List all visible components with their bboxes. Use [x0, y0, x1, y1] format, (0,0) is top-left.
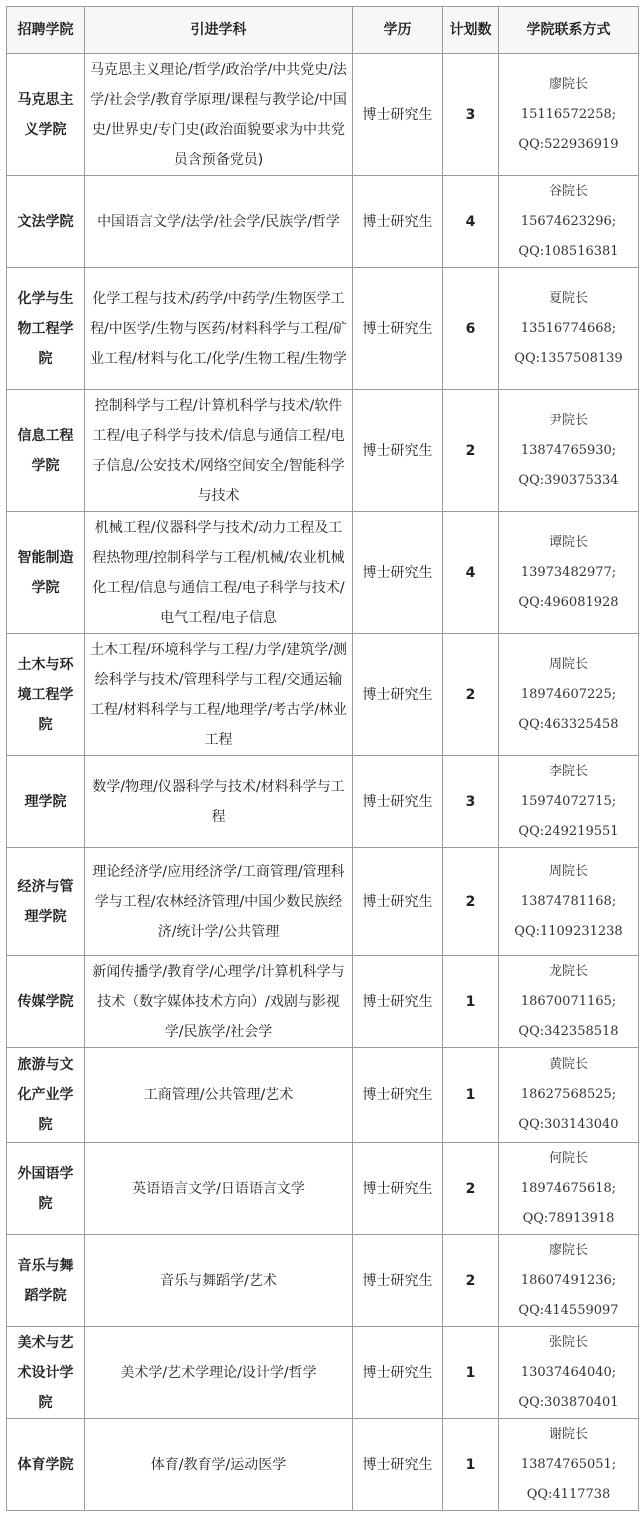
- table-row: [7, 512, 639, 634]
- contact-cell: [499, 1327, 639, 1419]
- table-row: [7, 1419, 639, 1511]
- degree-cell: 博士研究生: [353, 176, 443, 268]
- contact-cell: [499, 390, 639, 512]
- contact-name: 周院长: [548, 656, 588, 672]
- contact-phone: 13037464040;: [520, 1364, 617, 1380]
- contact-name: 谷院长: [548, 183, 588, 199]
- contact-name: 夏院长: [548, 290, 588, 306]
- college-cell: 旅游与文化产业学院: [7, 1048, 85, 1143]
- contact-name: 黄院长: [548, 1057, 588, 1072]
- contact-cell: [499, 1048, 639, 1143]
- contact-qq: QQ:78913918: [522, 1210, 615, 1226]
- table-row: [7, 1235, 639, 1327]
- college-cell: 信息工程学院: [7, 390, 85, 512]
- subjects-cell: 控制科学与工程/计算机科学与技术/软件工程/电子科学与技术/信息与通信工程/电子信息/公安技术/网络空间安全/智能科学与技术: [85, 390, 353, 512]
- degree-cell: 博士研究生: [353, 1235, 443, 1327]
- contact-qq: QQ:496081928: [518, 594, 619, 610]
- subjects-cell: 机械工程/仪器科学与技术/动力工程及工程热物理/控制科学与工程/机械/农业机械化工程/信息与通信工程/电子科学与技术/电气工程/电子信息: [85, 512, 353, 634]
- subjects-cell: 马克思主义理论/哲学/政治学/中共党史/法学/社会学/教育学原理/课程与教学论/中国史/世界史/专门史(政治面貌要求为中共党员含预备党员): [85, 54, 353, 176]
- contact-phone: 13874765930;: [520, 442, 617, 458]
- college-cell: 外国语学院: [7, 1143, 85, 1235]
- contact-phone: 15974072715;: [520, 793, 617, 809]
- degree-cell: 博士研究生: [353, 956, 443, 1048]
- subjects-cell: 化学工程与技术/药学/中药学/生物医学工程/中医学/生物与医药/材料科学与工程/矿业工程/材料与化工/化学/生物工程/生物学: [85, 268, 353, 390]
- college-cell: 美术与艺术设计学院: [7, 1327, 85, 1419]
- degree-cell: 博士研究生: [353, 390, 443, 512]
- subjects-cell: 土木工程/环境科学与工程/力学/建筑学/测绘科学与技术/管理科学与工程/交通运输工程/材料科学与工程/地理学/考古学/林业工程: [85, 634, 353, 756]
- contact-phone: 13516774668;: [520, 320, 617, 336]
- plan-count-cell: 2: [443, 390, 499, 512]
- table-row: [7, 848, 639, 956]
- contact-qq: QQ:249219551: [518, 823, 619, 839]
- plan-count-cell: 3: [443, 756, 499, 848]
- contact-qq: QQ:108516381: [518, 243, 619, 259]
- degree-cell: 博士研究生: [353, 54, 443, 176]
- college-cell: 音乐与舞蹈学院: [7, 1235, 85, 1327]
- contact-phone: 18974607225;: [520, 686, 617, 702]
- plan-count-cell: 4: [443, 512, 499, 634]
- contact-cell: [499, 634, 639, 756]
- plan-count-cell: 2: [443, 1235, 499, 1327]
- contact-qq: QQ:303143040: [518, 1117, 619, 1132]
- subjects-cell: 体育/教育学/运动医学: [85, 1419, 353, 1511]
- contact-cell: [499, 1419, 639, 1511]
- header-degree: 学历: [353, 7, 443, 54]
- table-row: [7, 1048, 639, 1143]
- plan-count-cell: 2: [443, 634, 499, 756]
- college-cell: 土木与环境工程学院: [7, 634, 85, 756]
- contact-name: 谭院长: [548, 534, 588, 550]
- contact-name: 龙院长: [548, 963, 588, 979]
- table-row: [7, 176, 639, 268]
- contact-qq: QQ:1357508139: [514, 350, 623, 366]
- plan-count-cell: 1: [443, 1327, 499, 1419]
- contact-phone: 18607491236;: [520, 1272, 617, 1288]
- college-cell: 化学与生物工程学院: [7, 268, 85, 390]
- contact-name: 廖院长: [548, 76, 588, 92]
- contact-name: 尹院长: [548, 412, 588, 428]
- table-row: [7, 54, 639, 176]
- plan-count-cell: 3: [443, 54, 499, 176]
- degree-cell: 博士研究生: [353, 1327, 443, 1419]
- contact-qq: QQ:4117738: [526, 1486, 611, 1502]
- table-row: [7, 1143, 639, 1235]
- contact-name: 张院长: [548, 1334, 588, 1350]
- contact-phone: 15674623296;: [520, 213, 617, 229]
- contact-phone: 13874765051;: [520, 1456, 617, 1472]
- contact-phone: 15116572258;: [520, 106, 617, 122]
- header-college: 招聘学院: [7, 7, 85, 54]
- contact-qq: QQ:1109231238: [514, 923, 623, 939]
- plan-count-cell: 1: [443, 956, 499, 1048]
- plan-count-cell: 2: [443, 1143, 499, 1235]
- contact-name: 李院长: [548, 763, 588, 779]
- subjects-cell: 音乐与舞蹈学/艺术: [85, 1235, 353, 1327]
- degree-cell: 博士研究生: [353, 634, 443, 756]
- contact-name: 谢院长: [548, 1426, 588, 1442]
- plan-count-cell: 6: [443, 268, 499, 390]
- contact-phone: 13874781168;: [520, 893, 617, 909]
- header-contact: 学院联系方式: [499, 7, 639, 54]
- subjects-cell: 中国语言文学/法学/社会学/民族学/哲学: [85, 176, 353, 268]
- table-row: [7, 634, 639, 756]
- contact-cell: [499, 268, 639, 390]
- table-row: [7, 1327, 639, 1419]
- subjects-cell: 数学/物理/仪器科学与技术/材料科学与工程: [85, 756, 353, 848]
- contact-cell: [499, 848, 639, 956]
- table-body: [7, 54, 639, 1511]
- contact-cell: [499, 1143, 639, 1235]
- table-row: [7, 956, 639, 1048]
- contact-phone: 18627568525;: [520, 1087, 617, 1102]
- degree-cell: 博士研究生: [353, 1419, 443, 1511]
- subjects-cell: 新闻传播学/教育学/心理学/计算机科学与技术（数字媒体技术方向）/戏剧与影视学/民族学/社会学: [85, 956, 353, 1048]
- college-cell: 文法学院: [7, 176, 85, 268]
- college-cell: 传媒学院: [7, 956, 85, 1048]
- recruitment-table: [6, 6, 639, 1511]
- subjects-cell: 工商管理/公共管理/艺术: [85, 1048, 353, 1143]
- contact-phone: 18670071165;: [520, 993, 617, 1009]
- plan-count-cell: 2: [443, 848, 499, 956]
- contact-name: 周院长: [548, 863, 588, 879]
- contact-cell: [499, 1235, 639, 1327]
- header-subjects: 引进学科: [85, 7, 353, 54]
- subjects-cell: 美术学/艺术学理论/设计学/哲学: [85, 1327, 353, 1419]
- contact-qq: QQ:303870401: [518, 1394, 619, 1410]
- table-row: [7, 756, 639, 848]
- degree-cell: 博士研究生: [353, 512, 443, 634]
- college-cell: 智能制造学院: [7, 512, 85, 634]
- subjects-cell: 英语语言文学/日语语言文学: [85, 1143, 353, 1235]
- degree-cell: 博士研究生: [353, 1048, 443, 1143]
- contact-qq: QQ:390375334: [518, 472, 619, 488]
- table-row: [7, 268, 639, 390]
- plan-count-cell: 1: [443, 1048, 499, 1143]
- contact-qq: QQ:463325458: [518, 716, 619, 732]
- college-cell: 马克思主义学院: [7, 54, 85, 176]
- degree-cell: 博士研究生: [353, 756, 443, 848]
- header-plan: 计划数: [443, 7, 499, 54]
- contact-qq: QQ:342358518: [518, 1023, 619, 1039]
- contact-cell: [499, 512, 639, 634]
- contact-name: 何院长: [548, 1150, 588, 1166]
- college-cell: 体育学院: [7, 1419, 85, 1511]
- header-row: [7, 7, 639, 54]
- contact-name: 廖院长: [548, 1242, 588, 1258]
- contact-cell: [499, 756, 639, 848]
- subjects-cell: 理论经济学/应用经济学/工商管理/管理科学与工程/农林经济管理/中国少数民族经济/统计学/公共管理: [85, 848, 353, 956]
- plan-count-cell: 4: [443, 176, 499, 268]
- contact-cell: [499, 956, 639, 1048]
- degree-cell: 博士研究生: [353, 1143, 443, 1235]
- contact-cell: [499, 176, 639, 268]
- degree-cell: 博士研究生: [353, 848, 443, 956]
- contact-phone: 13973482977;: [520, 564, 617, 580]
- degree-cell: 博士研究生: [353, 268, 443, 390]
- table-row: [7, 390, 639, 512]
- college-cell: 经济与管理学院: [7, 848, 85, 956]
- table-header: [7, 7, 639, 54]
- contact-cell: [499, 54, 639, 176]
- contact-qq: QQ:522936919: [518, 136, 619, 152]
- college-cell: 理学院: [7, 756, 85, 848]
- contact-phone: 18974675618;: [520, 1180, 617, 1196]
- contact-qq: QQ:414559097: [518, 1302, 619, 1318]
- plan-count-cell: 1: [443, 1419, 499, 1511]
